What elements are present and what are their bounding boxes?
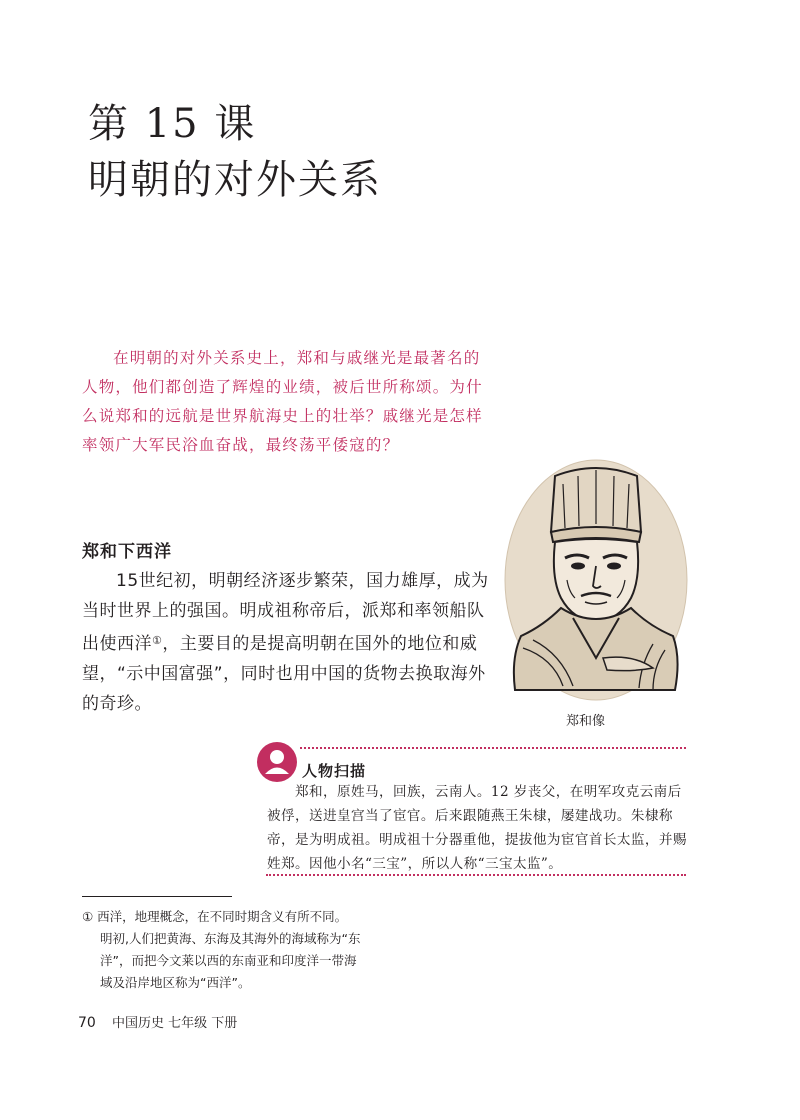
portrait-illustration — [503, 458, 689, 702]
footnote-line: ① 西洋，地理概念，在不同时期含义有所不同。 — [82, 909, 348, 924]
lesson-number: 第 15 课 — [88, 101, 257, 147]
portrait-caption: 郑和像 — [566, 714, 606, 729]
body-paragraph — [82, 566, 498, 719]
scan-top-border — [300, 747, 686, 749]
footnote-rule — [82, 896, 232, 897]
page-footer — [78, 1012, 237, 1031]
footnote-line: 明初,人们把黄海、东海及其海外的海域称为“东 — [100, 931, 361, 946]
footnote — [82, 906, 402, 994]
footnote-marker: ① — [152, 634, 163, 647]
footnote-line: 洋”，而把今文莱以西的东南亚和印度洋一带海 — [100, 953, 357, 968]
lesson-title: 明朝的对外关系 — [88, 157, 382, 203]
figure-scan-heading: 人物扫描 — [302, 762, 367, 780]
intro-text: 在明朝的对外关系史上，郑和与戚继光是最著名的人物，他们都创造了辉煌的业绩，被后世所称颂。为什么说郑和的远航是世界航海史上的壮举？戚继光是怎样率领广大军民浴血奋战，最终荡平倭寇的？ — [82, 349, 483, 454]
section-heading: 郑和下西洋 — [82, 542, 172, 562]
zheng-he-portrait — [503, 458, 689, 702]
person-icon — [256, 741, 298, 783]
body-text-part-2: ，主要目的是提高明朝在国外的地位和威望，“示中国富强”，同时也用中国的货物去换取海外的奇珍。 — [82, 634, 486, 714]
footnote-line: 域及沿岸地区称为“西洋”。 — [100, 975, 251, 990]
figure-scan-text: 郑和，原姓马，回族，云南人。12 岁丧父，在明军攻克云南后被俘，送进皇宫当了宦官。后来跟随燕王朱棣，屡建战功。朱棣称帝，是为明成祖。明成祖十分器重他，提拔他为宦官首长太监，并赐姓郑。因他小名“三宝”，所以人称“三宝太监”。 — [267, 784, 687, 872]
figure-scan-box — [267, 780, 687, 876]
page-number: 70 — [78, 1015, 96, 1031]
scan-bottom-border — [266, 874, 686, 876]
body-text-part-1: 15世纪初，明朝经济逐步繁荣，国力雄厚，成为当时世界上的强国。明成祖称帝后，派郑和率领船队出使西洋 — [82, 571, 489, 654]
intro-box — [82, 344, 492, 460]
book-title: 中国历史 七年级 下册 — [111, 1016, 238, 1031]
